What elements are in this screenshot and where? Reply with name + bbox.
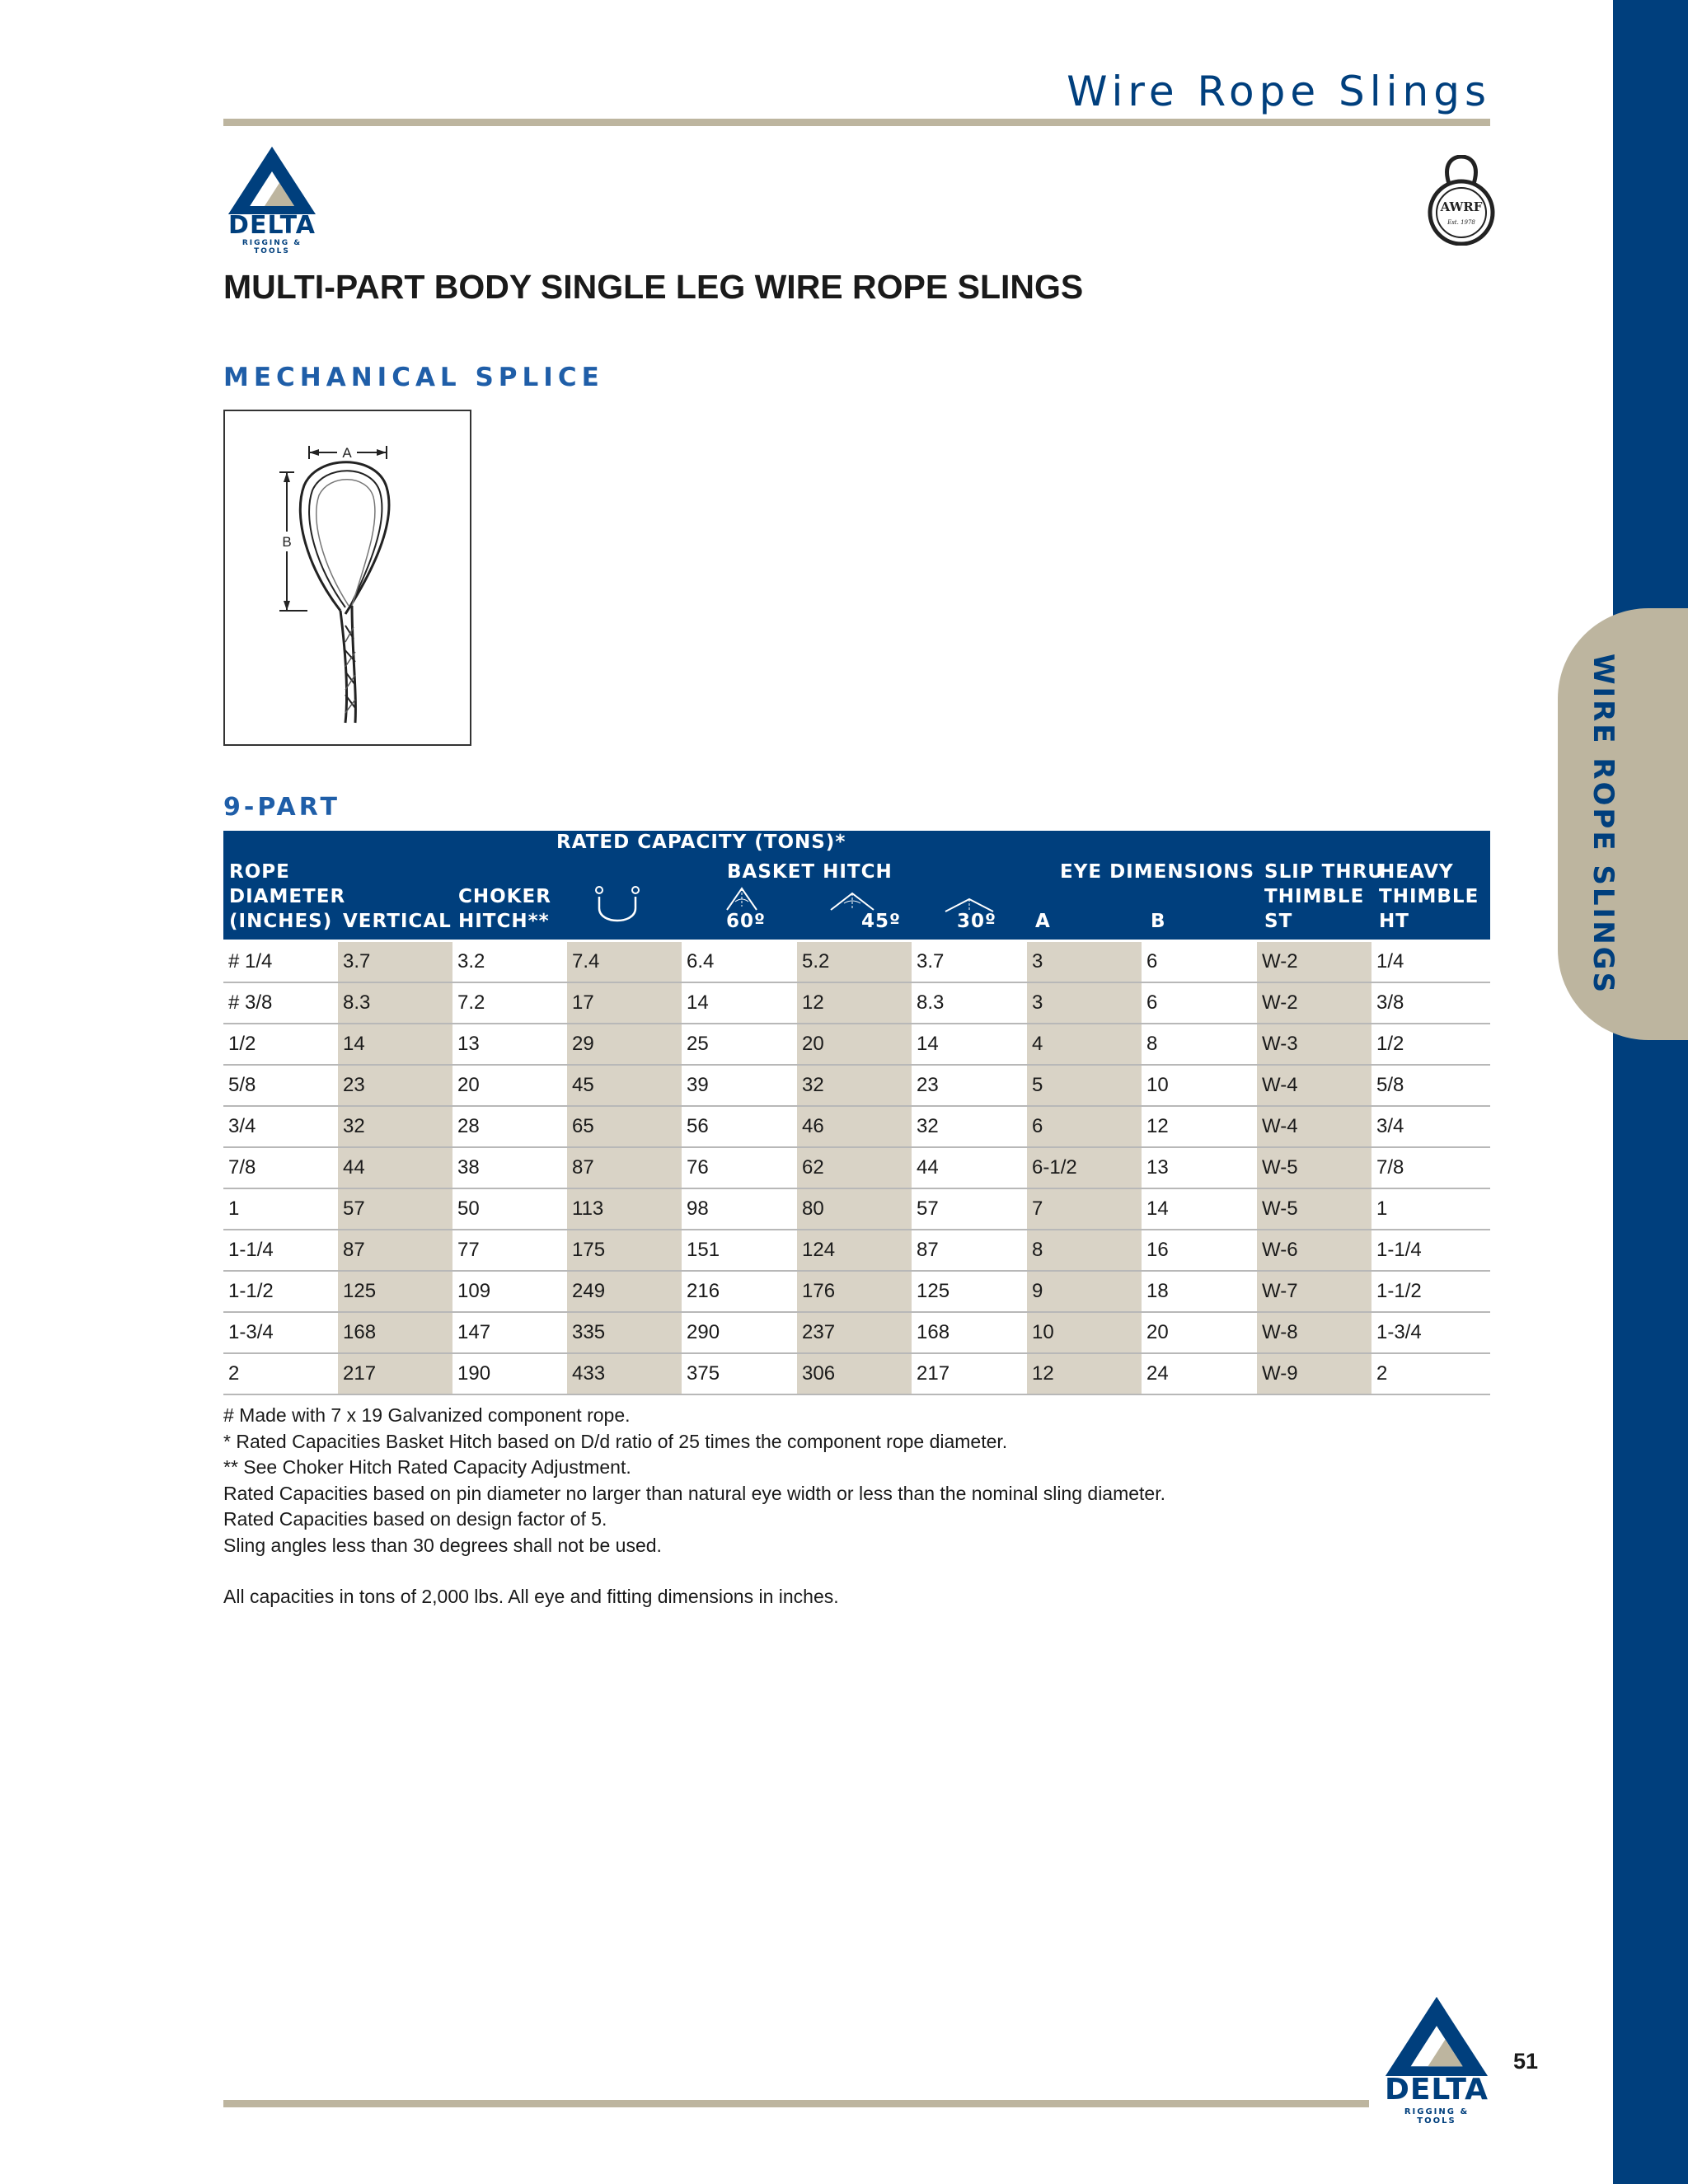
eye-sling-drawing (225, 411, 470, 744)
table-cell: 5/8 (1372, 1065, 1490, 1106)
table-cell: 20 (452, 1065, 567, 1106)
table-cell: 8.3 (912, 982, 1027, 1024)
table-cell: W-3 (1257, 1024, 1372, 1065)
part-title: 9-PART (223, 793, 340, 822)
table-cell: 20 (797, 1024, 912, 1065)
table-cell: W-2 (1257, 982, 1372, 1024)
footnote: * Rated Capacities Basket Hitch based on D/d ratio of 25 times the component rope diameter. (223, 1430, 1008, 1452)
table-cell: # 3/8 (223, 982, 338, 1024)
table-cell: 1-1/4 (1372, 1230, 1490, 1271)
header-vertical: VERTICAL (343, 911, 452, 932)
table-cell: 5 (1027, 1065, 1142, 1106)
table-cell: 7 (1027, 1188, 1142, 1230)
table-cell: 24 (1142, 1353, 1257, 1394)
header-st-line2: THIMBLE (1264, 886, 1365, 907)
table-cell: 7.2 (452, 982, 567, 1024)
table-cell: 17 (567, 982, 682, 1024)
table-cell: 12 (1027, 1353, 1142, 1394)
table-cell: 87 (912, 1230, 1027, 1271)
side-band (1613, 0, 1688, 2184)
main-title: MULTI-PART BODY SINGLE LEG WIRE ROPE SLINGS (223, 268, 1084, 306)
table-cell: 6.4 (682, 942, 797, 982)
table-cell: 125 (912, 1271, 1027, 1312)
header-rule (223, 119, 1490, 126)
table-cell: 14 (912, 1024, 1027, 1065)
capacity-table-body (223, 942, 1490, 1394)
table-cell: 8.3 (338, 982, 452, 1024)
header-st-line3: ST (1264, 911, 1293, 932)
table-cell: 32 (912, 1106, 1027, 1147)
footnote: Rated Capacities based on pin diameter no larger than natural eye width or less than the nominal sling diameter. (223, 1482, 1166, 1504)
table-cell: W-9 (1257, 1353, 1372, 1394)
table-cell: 249 (567, 1271, 682, 1312)
table-cell: 147 (452, 1312, 567, 1353)
table-cell: 65 (567, 1106, 682, 1147)
table-row (223, 1271, 1490, 1312)
table-cell: 1/4 (1372, 942, 1490, 982)
footnote: Rated Capacities based on design factor of 5. (223, 1508, 607, 1530)
awrf-badge-est: Est. 1978 (1447, 219, 1475, 226)
table-cell: W-7 (1257, 1271, 1372, 1312)
table-row (223, 1353, 1490, 1394)
table-cell: 45 (567, 1065, 682, 1106)
side-tab (1558, 608, 1688, 1040)
delta-logo-top (228, 147, 316, 255)
table-cell: 98 (682, 1188, 797, 1230)
footnotes (223, 1403, 1165, 1610)
header-choker-line2: HITCH** (458, 911, 550, 932)
footer-rule (223, 2100, 1369, 2107)
table-cell: 29 (567, 1024, 682, 1065)
table-cell: 1-3/4 (1372, 1312, 1490, 1353)
table-cell: 2 (223, 1353, 338, 1394)
footnote: ** See Choker Hitch Rated Capacity Adjustment. (223, 1456, 631, 1478)
table-cell: 38 (452, 1147, 567, 1188)
table-cell: 10 (1027, 1312, 1142, 1353)
header-st-line1: SLIP THRU (1264, 861, 1384, 883)
footnote: # Made with 7 x 19 Galvanized component rope. (223, 1404, 631, 1426)
awrf-badge (1422, 155, 1501, 246)
awrf-sling-icon (1422, 155, 1501, 246)
header-eye-b: B (1151, 911, 1166, 932)
table-cell: 57 (338, 1188, 452, 1230)
section-title: MECHANICAL SPLICE (223, 363, 604, 392)
table-cell: 57 (912, 1188, 1027, 1230)
header-basket-hitch: BASKET HITCH (727, 861, 893, 883)
table-row (223, 942, 1490, 982)
table-cell: W-4 (1257, 1106, 1372, 1147)
header-eye-dimensions: EYE DIMENSIONS (1060, 861, 1255, 883)
table-cell: 5/8 (223, 1065, 338, 1106)
table-cell: 3 (1027, 942, 1142, 982)
table-cell: 20 (1142, 1312, 1257, 1353)
table-cell: 44 (338, 1147, 452, 1188)
footnote: Sling angles less than 30 degrees shall not be used. (223, 1534, 662, 1556)
table-cell: 23 (338, 1065, 452, 1106)
table-cell: 7/8 (223, 1147, 338, 1188)
page-number: 51 (1513, 2049, 1539, 2074)
header-ht-line3: HT (1379, 911, 1409, 932)
table-cell: 175 (567, 1230, 682, 1271)
table-cell: 5.2 (797, 942, 912, 982)
table-cell: 6 (1142, 942, 1257, 982)
table-cell: 433 (567, 1353, 682, 1394)
table-cell: 3/4 (223, 1106, 338, 1147)
table-cell: 16 (1142, 1230, 1257, 1271)
dimension-b-label: B (282, 534, 292, 550)
table-cell: W-2 (1257, 942, 1372, 982)
logo-wordmark: DELTA (228, 211, 316, 240)
table-cell: 12 (1142, 1106, 1257, 1147)
side-tab-label: WIRE ROPE SLINGS (1587, 653, 1620, 996)
table-cell: 8 (1027, 1230, 1142, 1271)
table-row (223, 1024, 1490, 1065)
units-note: All capacities in tons of 2,000 lbs. All eye and fitting dimensions in inches. (223, 1586, 839, 1607)
header-choker-line1: CHOKER (458, 886, 551, 907)
table-cell: 14 (1142, 1188, 1257, 1230)
table-cell: 190 (452, 1353, 567, 1394)
table-cell: 12 (797, 982, 912, 1024)
table-cell: 3 (1027, 982, 1142, 1024)
awrf-badge-name: AWRF (1440, 199, 1483, 214)
table-cell: 7/8 (1372, 1147, 1490, 1188)
table-cell: 168 (338, 1312, 452, 1353)
table-cell: W-6 (1257, 1230, 1372, 1271)
logo-subtitle: RIGGING & TOOLS (241, 239, 302, 255)
table-cell: 76 (682, 1147, 797, 1188)
table-cell: 13 (452, 1024, 567, 1065)
table-cell: 8 (1142, 1024, 1257, 1065)
table-cell: 1-3/4 (223, 1312, 338, 1353)
header-angle-30: 30º (957, 911, 996, 932)
table-cell: 39 (682, 1065, 797, 1106)
table-cell: 87 (338, 1230, 452, 1271)
table-cell: 1-1/4 (223, 1230, 338, 1271)
table-row (223, 1230, 1490, 1271)
table-cell: 375 (682, 1353, 797, 1394)
dimension-a-label: A (342, 445, 352, 461)
table-cell: 1-1/2 (223, 1271, 338, 1312)
table-cell: 3.2 (452, 942, 567, 982)
table-cell: 125 (338, 1271, 452, 1312)
table-cell: 6 (1142, 982, 1257, 1024)
table-row (223, 1147, 1490, 1188)
delta-triangle-icon (1384, 1997, 1489, 2076)
table-row (223, 1106, 1490, 1147)
table-cell: 32 (338, 1106, 452, 1147)
table-cell: W-5 (1257, 1147, 1372, 1188)
table-cell: 290 (682, 1312, 797, 1353)
table-cell: 56 (682, 1106, 797, 1147)
table-cell: 80 (797, 1188, 912, 1230)
table-row (223, 1065, 1490, 1106)
table-cell: W-5 (1257, 1188, 1372, 1230)
header-angle-60: 60º (726, 911, 766, 932)
header-rated-capacity: RATED CAPACITY (TONS)* (556, 832, 846, 853)
header-angle-45: 45º (861, 911, 901, 932)
table-cell: 77 (452, 1230, 567, 1271)
table-cell: 87 (567, 1147, 682, 1188)
table-cell: 10 (1142, 1065, 1257, 1106)
delta-logo-bottom (1384, 1997, 1489, 2125)
header-rope-line2: DIAMETER (229, 886, 346, 907)
table-cell: 62 (797, 1147, 912, 1188)
basket-vertical-icon (594, 885, 640, 926)
table-cell: 28 (452, 1106, 567, 1147)
table-cell: 3/8 (1372, 982, 1490, 1024)
logo-subtitle: RIGGING & TOOLS (1404, 2107, 1470, 2125)
table-cell: 18 (1142, 1271, 1257, 1312)
header-ht-line2: THIMBLE (1379, 886, 1479, 907)
angle-45-icon (829, 890, 875, 912)
table-cell: 124 (797, 1230, 912, 1271)
table-cell: 1 (223, 1188, 338, 1230)
table-cell: 32 (797, 1065, 912, 1106)
table-cell: 44 (912, 1147, 1027, 1188)
logo-wordmark: DELTA (1384, 2073, 1489, 2107)
table-cell: 306 (797, 1353, 912, 1394)
table-cell: 113 (567, 1188, 682, 1230)
table-cell: 4 (1027, 1024, 1142, 1065)
table-cell: # 1/4 (223, 942, 338, 982)
table-cell: 335 (567, 1312, 682, 1353)
table-cell: 23 (912, 1065, 1027, 1106)
table-cell: 50 (452, 1188, 567, 1230)
mechanical-splice-diagram (223, 410, 471, 746)
table-cell: 176 (797, 1271, 912, 1312)
table-cell: 3/4 (1372, 1106, 1490, 1147)
table-cell: 216 (682, 1271, 797, 1312)
table-cell: 1/2 (223, 1024, 338, 1065)
table-cell: 151 (682, 1230, 797, 1271)
table-cell: 6-1/2 (1027, 1147, 1142, 1188)
table-cell: 6 (1027, 1106, 1142, 1147)
capacity-table (223, 942, 1490, 1395)
table-cell: 9 (1027, 1271, 1142, 1312)
header-rope-line3: (INCHES) (229, 911, 333, 932)
header-ht-line1: HEAVY (1379, 861, 1454, 883)
table-cell: 168 (912, 1312, 1027, 1353)
table-header (223, 831, 1490, 940)
table-cell: 46 (797, 1106, 912, 1147)
table-cell: 7.4 (567, 942, 682, 982)
table-cell: 1 (1372, 1188, 1490, 1230)
page-header-title: Wire Rope Slings (1067, 68, 1491, 115)
table-cell: 237 (797, 1312, 912, 1353)
header-rope-line1: ROPE (229, 861, 290, 883)
angle-60-icon (724, 885, 760, 912)
table-row (223, 982, 1490, 1024)
table-cell: 1/2 (1372, 1024, 1490, 1065)
table-cell: 13 (1142, 1147, 1257, 1188)
table-cell: 109 (452, 1271, 567, 1312)
table-cell: 217 (912, 1353, 1027, 1394)
table-cell: 217 (338, 1353, 452, 1394)
table-cell: 3.7 (912, 942, 1027, 982)
table-cell: 1-1/2 (1372, 1271, 1490, 1312)
table-cell: 2 (1372, 1353, 1490, 1394)
table-cell: W-4 (1257, 1065, 1372, 1106)
table-cell: 25 (682, 1024, 797, 1065)
table-row (223, 1188, 1490, 1230)
header-eye-a: A (1035, 911, 1051, 932)
table-cell: W-8 (1257, 1312, 1372, 1353)
table-cell: 14 (338, 1024, 452, 1065)
table-cell: 3.7 (338, 942, 452, 982)
table-cell: 14 (682, 982, 797, 1024)
table-row (223, 1312, 1490, 1353)
delta-triangle-icon (228, 147, 316, 214)
